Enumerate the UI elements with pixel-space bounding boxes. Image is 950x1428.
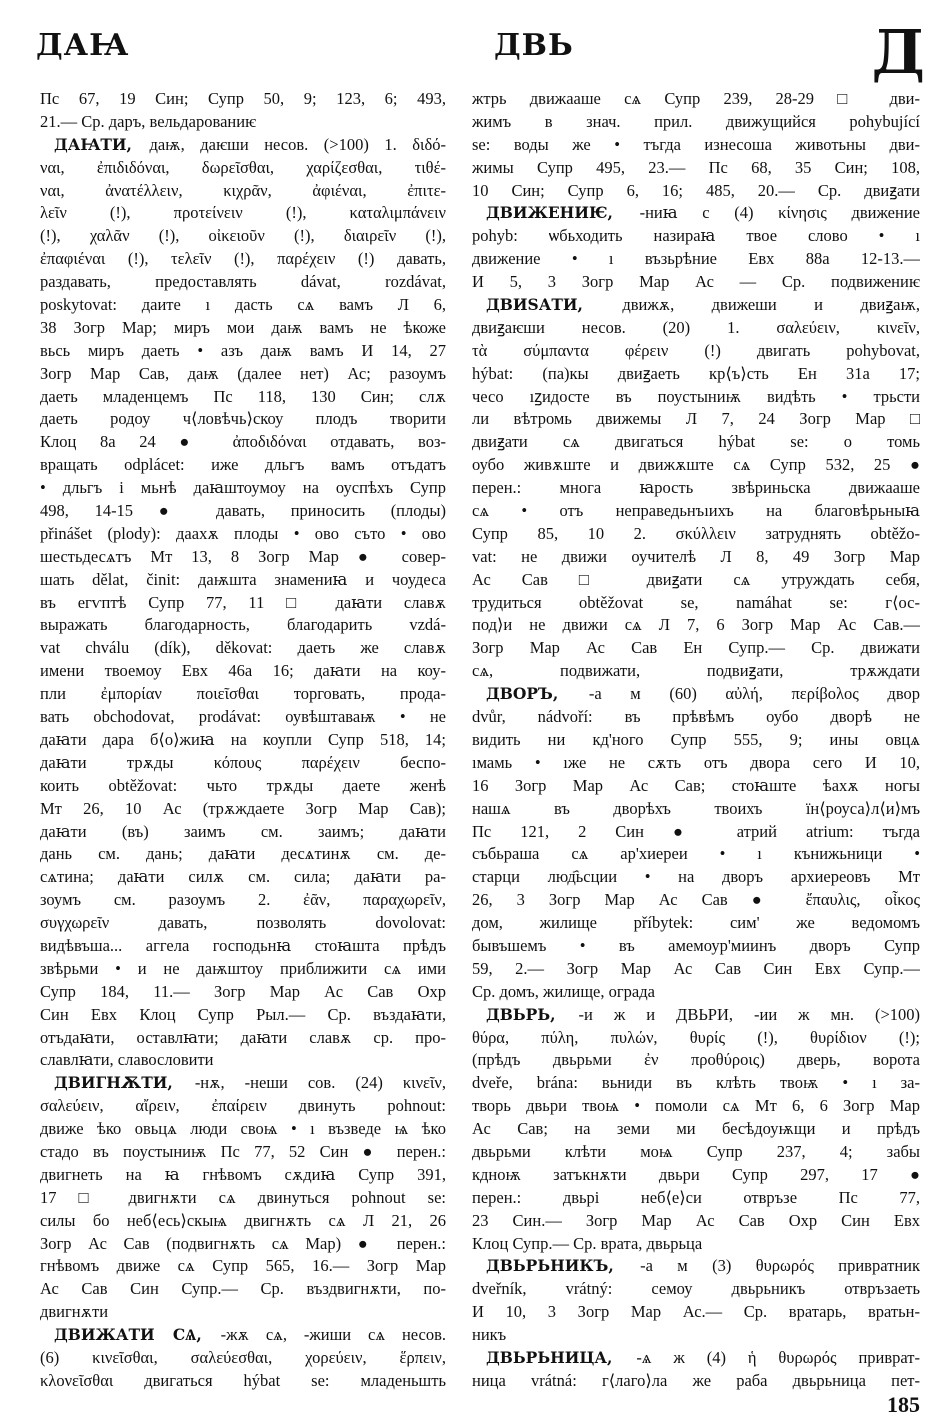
- line-text: двиꙃати сѧ двигаться hýbat se: о томь: [472, 432, 920, 452]
- text-line: [40, 1049, 446, 1072]
- line-text: никъ: [472, 1325, 507, 1345]
- text-line: [472, 225, 920, 248]
- line-text: -и ж и ДВЬРИ, -ии ж мн. (>100): [578, 1004, 920, 1024]
- line-text: pohyb: ѡбьходить назираꙗ твое слово • ı: [472, 226, 920, 246]
- text-line: [472, 1278, 920, 1301]
- text-line: [472, 431, 920, 454]
- line-text: събьраша сѧ ар'хиереи • ı кънижьници •: [472, 844, 920, 864]
- line-text: vat chválu (dík), děkovat: даеть же славѫ: [40, 638, 446, 658]
- text-line: [40, 248, 446, 271]
- text-line: [40, 340, 446, 363]
- line-text: vat: не движи оучителѣ Л 8, 49 Зогр Мар: [472, 546, 920, 566]
- line-text: Зогр Мар Сав, даѭ (далее нет) Ас; разоумъ: [40, 363, 446, 383]
- line-text: выражать благодарность, благодарить vzdá-: [40, 615, 446, 635]
- line-text: Клоц Супр.— Ср. врата, двьрьца: [472, 1233, 703, 1253]
- text-line: [472, 1324, 920, 1347]
- text-line: [40, 88, 446, 111]
- line-text: сѧ, подвижати, подвиꙃати, трѫждати: [472, 661, 920, 681]
- running-head-left: ДАꙖ: [36, 28, 129, 63]
- line-text: (прѣдъ двьрьми ἐν προθύροις) дверь, ворота: [472, 1050, 920, 1070]
- line-text: кдноѭ затъкнѫти двьри Супр 297, 17 ●: [472, 1164, 920, 1184]
- text-line: [40, 523, 446, 546]
- text-line: [472, 180, 920, 203]
- line-text: Ас Сав □ двиꙃати сѧ утруждать себя,: [472, 569, 920, 589]
- line-text: шестьдесѧтъ Мт 13, 8 Зогр Мар ● совер-: [40, 546, 446, 566]
- line-text: hýbat: (па)кы двиꙃаеть кр⟨ъ⟩сть Ен 31а 17;: [472, 363, 920, 383]
- text-line: [40, 569, 446, 592]
- line-text: чесо ıꙁидосте въ поустыниѭ видѣть • трьсти: [472, 386, 920, 406]
- line-text: Пс 67, 19 Син; Супр 50, 9; 123, 6; 493,: [40, 89, 446, 108]
- text-line: [40, 1187, 446, 1210]
- text-line: [472, 1141, 920, 1164]
- line-text: τὰ σύμπαντα φέρειν (!) двигать pohybovat,: [472, 340, 920, 360]
- text-line: [472, 637, 920, 660]
- line-text: 17 □ двигнѫти сѧ двинуться pohnout se:: [40, 1187, 446, 1207]
- line-text: даеть младенцемъ Пс 118, 130 Син; слѫ: [40, 386, 446, 406]
- text-line: [472, 981, 920, 1004]
- text-line: [40, 180, 446, 203]
- line-text: видѣвъша... аггела господьнꙗ стоꙗшта прѣдъ: [40, 935, 446, 955]
- line-text: se: воды же • тъгда изнесоша животьны дви-: [472, 134, 920, 154]
- line-text: poskytovat: даите ı дасть сѧ вамъ Л 6,: [40, 295, 446, 315]
- entry-headword-line: [472, 294, 920, 317]
- text-line: [472, 935, 920, 958]
- text-line: [472, 317, 920, 340]
- line-text: оубо живѫште и движѫште сѧ Супр 532, 25 ●: [472, 455, 920, 475]
- line-text: 10 Син; Супр 6, 16; 485, 20.— Ср. двиꙃати: [472, 180, 920, 200]
- text-line: [40, 935, 446, 958]
- text-line: [40, 729, 446, 752]
- text-line: [40, 843, 446, 866]
- line-text: И 5, 3 Зогр Мар Ас — Ср. подвижениѥ: [472, 272, 920, 292]
- line-text: двьрьми клѣти моѩ Супр 237, 4; забы: [472, 1141, 920, 1161]
- line-text: трудиться obtěžovat se, namáhat se: г⟨ос-: [472, 592, 920, 612]
- text-line: [472, 1027, 920, 1050]
- entry-headword: ДВИГНѪТИ,: [54, 1073, 173, 1093]
- line-text: Пс 121, 2 Син ● атрий atrium: тъгда: [472, 821, 920, 841]
- line-text: ница vrátná: г⟨лаго⟩ла же раба двьрьница пет-: [472, 1370, 920, 1390]
- text-line: [40, 1027, 446, 1050]
- text-line: [40, 111, 446, 134]
- line-text: 59, 2.— Зогр Мар Ас Сав Син Евх Супр.—: [472, 958, 920, 978]
- line-text: ıмамь • ıже не сѫть отъ двора сего И 10,: [472, 752, 920, 772]
- entry-headword-line: [472, 683, 920, 706]
- text-line: [40, 1233, 446, 1256]
- line-text: вьсь миръ даеть • азъ даѭ вамъ И 14, 27: [40, 340, 446, 360]
- entry-headword-line: [40, 134, 446, 157]
- text-line: [40, 363, 446, 386]
- text-line: [40, 225, 446, 248]
- text-line: [472, 386, 920, 409]
- line-text: движѫ, движеши и двиꙃаѭ,: [622, 295, 920, 315]
- entry-headword: ДВИЖАТИ СѦ,: [54, 1325, 202, 1345]
- text-line: [40, 1210, 446, 1233]
- line-text: συγχωρεῖν давать, позволять dovolovat:: [40, 913, 446, 933]
- line-text: стадо въ поустыниѭ Пс 77, 52 Син ● перен.:: [40, 1141, 446, 1161]
- entry-headword-line: [472, 202, 920, 225]
- entry-headword: ДВОРЪ,: [486, 684, 559, 704]
- line-text: 21.— Ср. даръ, вельдарованиѥ: [40, 111, 257, 131]
- text-line: [472, 477, 920, 500]
- text-line: [472, 88, 920, 111]
- line-text: двиꙃаѥши несов. (20) 1. σαλεύειν, κινεῖν,: [472, 317, 920, 337]
- text-line: [40, 981, 446, 1004]
- text-line: [472, 1370, 920, 1393]
- line-text: видить ни кд'ного Супр 555, 9; ины овцѧ: [472, 729, 920, 749]
- text-line: [40, 317, 446, 340]
- text-line: [40, 546, 446, 569]
- line-text: даꙗти дара б⟨о⟩жиꙗ на коупли Супр 518, 14;: [40, 729, 446, 749]
- text-line: [472, 1049, 920, 1072]
- text-line: [472, 1301, 920, 1324]
- entry-headword-line: [40, 1072, 446, 1095]
- line-text: И 10, 3 Зогр Мар Ас.— Ср. вратарь, вратьн-: [472, 1302, 920, 1322]
- section-letter: Д: [871, 18, 926, 88]
- line-text: -ниꙗ с (4) κίνησις движение: [639, 203, 920, 223]
- line-text: сѧ • отъ неправедьнъıихъ на благовѣрьныꙗ: [472, 501, 920, 521]
- text-line: [472, 889, 920, 912]
- entry-headword-line: [472, 1004, 920, 1027]
- text-line: [472, 523, 920, 546]
- running-head-right: ДВЬ: [494, 28, 574, 63]
- text-line: [40, 637, 446, 660]
- line-text: Супр 184, 11.— Зогр Мар Ас Сав Охр: [40, 981, 446, 1001]
- line-text: σαλεύειν, αἴρειν, ἐπαίρειν двинуть pohnout:: [40, 1096, 446, 1116]
- text-line: [472, 1118, 920, 1141]
- text-line: [40, 706, 446, 729]
- line-text: даеть родоу ч⟨ловѣчь⟩скоу плодъ творити: [40, 409, 446, 429]
- line-text: κλονεῖσθαι двигаться hýbat se: младеньшть: [40, 1370, 446, 1390]
- text-line: [40, 386, 446, 409]
- text-line: [472, 866, 920, 889]
- text-line: [472, 706, 920, 729]
- line-text: пли ἐμπορίαν ποιεῖσθαι торговать, прода-: [40, 684, 446, 704]
- text-line: [40, 1004, 446, 1027]
- line-text: Супр 85, 10 2. σκύλλειν затруднять obtěžo-: [472, 523, 920, 543]
- line-text: двигнеть на ꙗ гнѣвомъ сѫдиꙗ Супр 391,: [40, 1164, 446, 1184]
- line-text: движе ѣко овьцѧ люди своѩ • ı възведе ѩ ѣко: [40, 1119, 446, 1139]
- line-text: звѣрьми • и не даѭштоу приближити сѧ ими: [40, 958, 446, 978]
- line-text: гнѣвомъ движе сѧ Супр 565, 16.— Зогр Мар: [40, 1256, 446, 1276]
- line-text: под⟩и не движи сѧ Л 7, 6 Зогр Мар Ас Сав.—: [472, 615, 920, 635]
- line-text: 23 Син.— Зогр Мар Ас Сав Охр Син Евх: [472, 1210, 920, 1230]
- line-text: дом, жилище příbytek: сим' же ведомомъ: [472, 913, 920, 933]
- text-line: [40, 912, 446, 935]
- text-line: [472, 408, 920, 431]
- line-text: перен.: многа ꙗрость звѣриньска движааше: [472, 478, 920, 498]
- text-line: [40, 614, 446, 637]
- line-text: dveře, brána: вьниди въ клѣть твоѭ • ı за-: [472, 1073, 920, 1093]
- text-line: [40, 821, 446, 844]
- entry-headword-line: [40, 1324, 446, 1347]
- text-line: [40, 1141, 446, 1164]
- entry-headword: ДВЬРЬ,: [486, 1004, 556, 1024]
- entry-headword-line: [472, 1347, 920, 1370]
- line-text: творь двьри твоѩ • помоли сѧ Мт 6, 6 Зогр Мар: [472, 1096, 920, 1116]
- text-line: [472, 958, 920, 981]
- text-line: [40, 1347, 446, 1370]
- line-text: Зогр Ас Сав (подвигнѫть сѧ Мар) ● перен.:: [40, 1233, 446, 1253]
- text-line: [40, 592, 446, 615]
- text-line: [472, 271, 920, 294]
- text-line: [472, 821, 920, 844]
- line-text: перен.: двьрі неб⟨е⟩си отвръзе Пс 77,: [472, 1187, 920, 1207]
- line-text: вать obchodovat, prodávat: оувѣштаваѭ • не: [40, 707, 446, 727]
- line-text: бывъшемъ • въ амемоур'миинъ дворъ Супр: [472, 935, 920, 955]
- entry-headword: ДВИЖЕНИѤ,: [486, 203, 613, 223]
- text-line: [472, 157, 920, 180]
- text-line: [472, 660, 920, 683]
- text-line: [40, 500, 446, 523]
- line-text: нашѧ въ дворѣхъ твоихъ їн⟨роуса⟩л⟨и⟩мъ: [472, 798, 920, 818]
- line-text: двигнѫти: [40, 1302, 109, 1322]
- line-text: ναι, ἐπιδιδόναι, δωρεῖσθαι, χαρίζεσθαι, τιθέ-: [40, 157, 446, 177]
- entry-headword: ДВЬРЬНИЦА,: [486, 1347, 613, 1367]
- line-text: зоумъ см. разоумъ 2. ἐᾶν, παραχωρεῖν,: [40, 890, 446, 910]
- line-text: раздавать, предоставлять dávat, rozdávat,: [40, 272, 446, 292]
- line-text: 26, 3 Зогр Мар Ас Сав ● ἔπαυλις, οἶκος: [472, 890, 920, 910]
- text-line: [472, 1164, 920, 1187]
- text-line: [40, 1118, 446, 1141]
- line-text: Син Евх Клоц Супр Рыл.— Ср. въздаꙗти,: [40, 1004, 446, 1024]
- line-text: отъдаꙗти, оставлꙗти; даꙗти славѫ ср. про-: [40, 1027, 446, 1047]
- page-number: 185: [887, 1392, 920, 1417]
- line-text: ли вѣтромь движемы Л 7, 24 Зогр Мар □: [472, 409, 920, 429]
- text-line: [40, 408, 446, 431]
- line-text: старци люд҄ьсции • на дворъ архиереовъ Мт: [472, 867, 920, 887]
- text-line: [472, 752, 920, 775]
- text-line: [472, 111, 920, 134]
- text-line: [472, 248, 920, 271]
- line-text: přinášet (plody): даахѫ плоды • ово съто • ово: [40, 523, 446, 543]
- text-line: [472, 798, 920, 821]
- line-text: Клоц 8а 24 ● ἀποδιδόναι отдавать, воз-: [40, 432, 446, 452]
- entry-headword: ДАꙖТИ,: [54, 134, 132, 154]
- text-line: [40, 157, 446, 180]
- line-text: силы бо неб⟨есь⟩скыѩ двигнѫть сѧ Л 21, 26: [40, 1210, 446, 1230]
- text-line: [40, 660, 446, 683]
- text-line: [40, 454, 446, 477]
- text-line: [40, 294, 446, 317]
- text-line: [472, 363, 920, 386]
- line-text: имени твоемоу Евх 46а 16; даꙗти на коу-: [40, 661, 446, 681]
- line-text: • дльгъ і мьнѣ даꙗштоумоу на оуспѣхъ Супр: [40, 478, 446, 498]
- line-text: ναι, ἀνατέλλειν, κιχρᾶν, ἀφιέναι, ἐπιτε-: [40, 180, 446, 200]
- line-text: -жѫ сѧ, -жиши сѧ несов.: [220, 1325, 446, 1345]
- line-text: 16 Зогр Мар Ас Сав; стоꙗште ѣахѫ ногы: [472, 775, 920, 795]
- entry-headword-line: [472, 1255, 920, 1278]
- line-text: Ас Сав; на земи ми бесѣдоуѭщи и прѣдъ: [472, 1119, 920, 1139]
- line-text: dvůr, nádvoří: въ прѣвѣмъ оубо дворѣ не: [472, 707, 920, 727]
- line-text: даꙗти (въ) заимъ см. заимъ; даꙗти: [40, 821, 446, 841]
- text-line: [472, 729, 920, 752]
- right-column: [472, 88, 920, 1393]
- text-line: [472, 1187, 920, 1210]
- text-line: [40, 798, 446, 821]
- line-text: сѧтина; даꙗти силѫ см. сила; даꙗти ра-: [40, 867, 446, 887]
- line-text: (6) κινεῖσθαι, σαλεύεσθαι, χορεύειν, ἕρπειν,: [40, 1347, 446, 1367]
- text-line: [472, 775, 920, 798]
- line-text: Мт 26, 10 Ас (трѫждаете Зогр Мар Сав);: [40, 798, 446, 818]
- text-line: [472, 1072, 920, 1095]
- line-text: жимъ в знач. прил. движущийся pohybující: [472, 111, 920, 131]
- text-line: [40, 271, 446, 294]
- text-line: [472, 134, 920, 157]
- line-text: dveřník, vrátný: семоу двьрьникъ отвръзаеть: [472, 1279, 920, 1299]
- line-text: движение • ı възьрѣние Евх 88а 12-13.—: [472, 249, 920, 269]
- text-line: [40, 683, 446, 706]
- text-line: [40, 866, 446, 889]
- text-line: [472, 1210, 920, 1233]
- entry-headword: ДВЬРЬНИКЪ,: [486, 1256, 614, 1276]
- text-line: [40, 477, 446, 500]
- line-text: Зогр Мар Ас Сав Ен Супр.— Ср. движати: [472, 638, 920, 658]
- text-line: [472, 340, 920, 363]
- text-line: [472, 1233, 920, 1256]
- text-line: [472, 592, 920, 615]
- line-text: -нѫ, -неши сов. (24) κινεῖν,: [194, 1073, 446, 1093]
- text-line: [40, 752, 446, 775]
- line-text: -а м (60) αὐλή, περίβολος двор: [588, 684, 920, 704]
- text-line: [40, 775, 446, 798]
- text-line: [40, 889, 446, 912]
- left-column: [40, 88, 446, 1393]
- line-text: 38 Зогр Мар; миръ мои даѭ вамъ не ѣкоже: [40, 317, 446, 337]
- line-text: дань см. дань; даꙗти десѧтинѫ см. де-: [40, 844, 446, 864]
- text-line: [40, 1255, 446, 1278]
- line-text: вращать odplácet: иже дльгъ вамъ отъдатъ: [40, 455, 446, 475]
- text-line: [472, 569, 920, 592]
- text-line: [40, 202, 446, 225]
- text-line: [40, 1278, 446, 1301]
- line-text: славлꙗти, славословити: [40, 1050, 214, 1070]
- line-text: жимы Супр 495, 23.— Пс 68, 35 Син; 108,: [472, 157, 920, 177]
- entry-headword: ДВИЅАТИ,: [486, 295, 583, 315]
- text-line: [40, 1370, 446, 1393]
- line-text: коить obtěžovat: чьто трѫды даете женѣ: [40, 775, 446, 795]
- line-text: θύρα, πύλη, πυλών, θυρίς (!), θυρίδιον (!);: [472, 1027, 920, 1047]
- text-line: [472, 912, 920, 935]
- line-text: 498, 14-15 ● давать, приносить (плоды): [40, 501, 446, 521]
- text-line: [40, 431, 446, 454]
- text-line: [472, 1095, 920, 1118]
- line-text: даѭ, даѥши несов. (>100) 1. διδό-: [149, 134, 446, 154]
- line-text: въ егѵптѣ Супр 77, 11 □ даꙗти славѫ: [40, 592, 446, 612]
- text-line: [472, 546, 920, 569]
- line-text: Ср. домъ, жилище, ограда: [472, 981, 655, 1001]
- text-line: [472, 500, 920, 523]
- text-line: [472, 614, 920, 637]
- line-text: λεῖν (!), προτείνειν (!), καταλιμπάνειν: [40, 203, 446, 223]
- text-line: [40, 958, 446, 981]
- line-text: Ас Сав Син Супр.— Ср. въздвигнѫти, по-: [40, 1279, 446, 1299]
- text-line: [472, 843, 920, 866]
- line-text: шать dělat, činit: даѭшта знамениꙗ и чоудеса: [40, 569, 446, 589]
- line-text: (!), χαλᾶν (!), οἰκειοῦν (!), διαιρεῖν (!),: [40, 226, 446, 246]
- text-line: [40, 1164, 446, 1187]
- text-line: [40, 1301, 446, 1324]
- line-text: ἐπαφιέναι (!), τελεῖν (!), παρέχειν (!) давать,: [40, 249, 446, 269]
- text-line: [472, 454, 920, 477]
- line-text: -ѧ ж (4) ἡ θυρωρός приврат-: [636, 1347, 920, 1367]
- line-text: жтрь движааше сѧ Супр 239, 28-29 □ дви-: [472, 89, 920, 108]
- text-line: [40, 1095, 446, 1118]
- line-text: -а м (3) θυρωρός привратник: [640, 1256, 920, 1276]
- line-text: даꙗти трѫды κόπους παρέχειν беспо-: [40, 752, 446, 772]
